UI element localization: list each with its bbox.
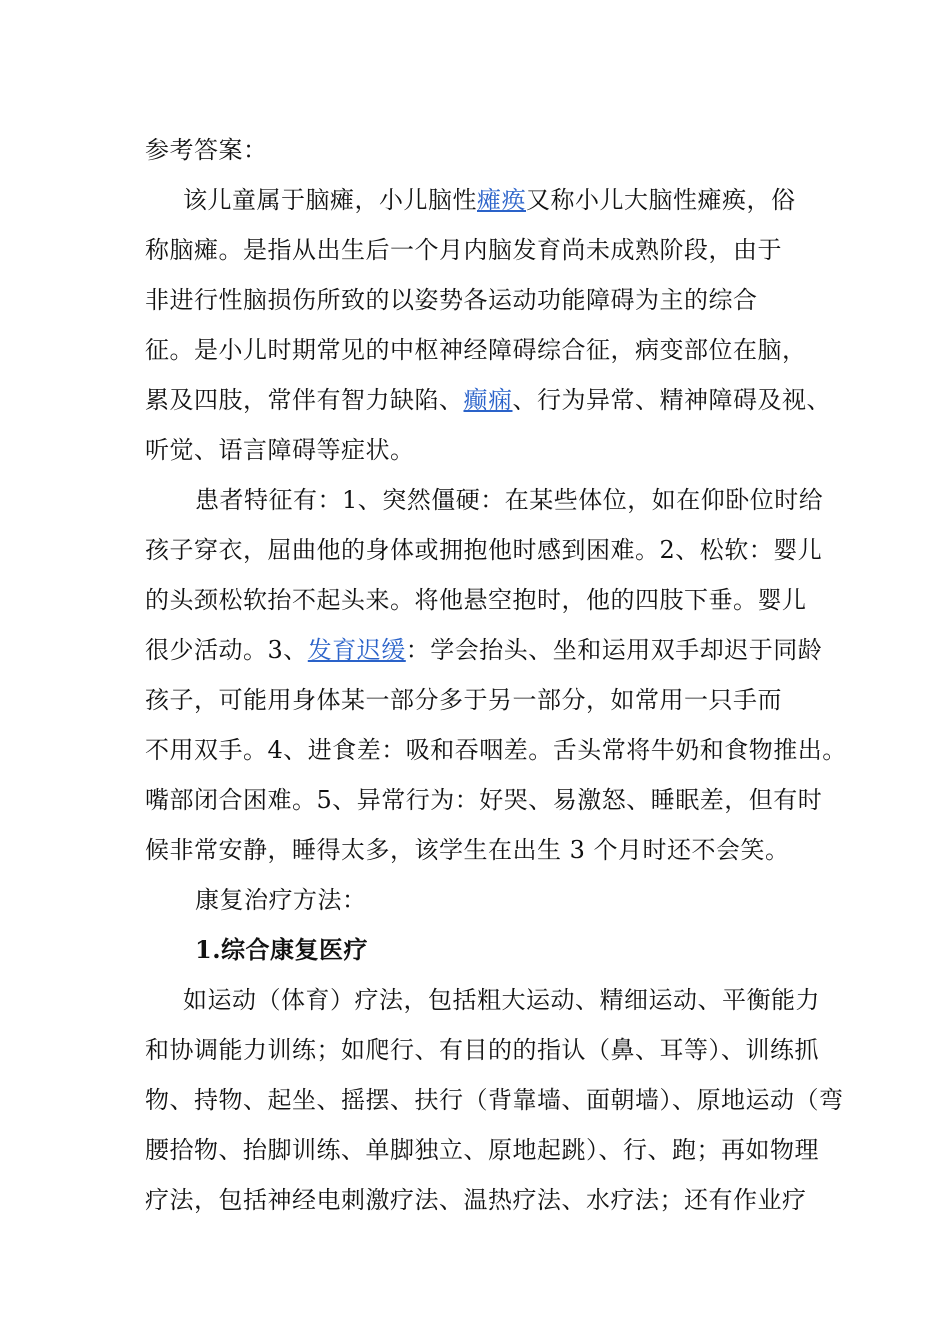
paragraph-3-line-3: 物、持物、起坐、摇摆、扶行（背靠墙、面朝墙）、原地运动（弯 [145,1086,844,1114]
paragraph-3-line-5: 疗法，包括神经电刺激疗法、温热疗法、水疗法；还有作业疗 [145,1186,807,1214]
paragraph-2-line-7: 嘴部闭合困难。5、异常行为：好哭、易激怒、睡眠差，但有时 [145,786,823,814]
paragraph-2-line-8: 候非常安静，睡得太多，该学生在出生 3 个月时还不会笑。 [145,836,790,864]
paragraph-2-line-2: 孩子穿衣，屈曲他的身体或拥抱他时感到困难。2、松软：婴儿 [145,536,823,564]
link-developmental-delay[interactable]: 发育迟缓 [307,636,406,664]
text-segment: 很少活动。3、 [145,636,308,664]
rehab-subheading: 康复治疗方法： [195,886,367,914]
paragraph-3-line-2: 和协调能力训练；如爬行、有目的的指认（鼻、耳等）、训练抓 [145,1036,819,1064]
answer-heading: 参考答案： [145,136,268,164]
text-segment: 、行为异常、精神障碍及视、 [512,386,831,414]
paragraph-1-line-4: 征。是小儿时期常见的中枢神经障碍综合征，病变部位在脑， [145,336,807,364]
paragraph-1-line-6: 听觉、语言障碍等症状。 [145,436,415,464]
paragraph-2-line-4 [145,635,822,665]
paragraph-1-line-2: 称脑瘫。是指从出生后一个月内脑发育尚未成熟阶段，由于 [145,236,782,264]
paragraph-3-line-1: 如运动（体育）疗法，包括粗大运动、精细运动、平衡能力 [183,986,820,1014]
paragraph-1-line-1 [183,185,796,215]
text-segment: 又称小儿大脑性瘫痪，俗 [526,186,796,214]
paragraph-2-line-3: 的头颈松软抬不起头来。将他悬空抱时，他的四肢下垂。婴儿 [145,586,807,614]
paragraph-2-line-1: 患者特征有：1、突然僵硬：在某些体位，如在仰卧位时给 [195,486,824,514]
section-title: 1.综合康复医疗 [195,935,369,964]
link-epilepsy[interactable]: 癫痫 [463,386,513,414]
paragraph-3-line-4: 腰拾物、抬脚训练、单脚独立、原地起跳）、行、跑；再如物理 [145,1136,819,1164]
paragraph-2-line-5: 孩子，可能用身体某一部分多于另一部分，如常用一只手而 [145,686,782,714]
text-segment: 累及四肢，常伴有智力缺陷、 [145,386,464,414]
paragraph-1-line-5 [145,385,831,415]
text-segment: ：学会抬头、坐和运用双手却迟于同龄 [405,636,823,664]
paragraph-2-line-6: 不用双手。4、进食差：吸和吞咽差。舌头常将牛奶和食物推出。 [145,736,847,764]
text-segment: 该儿童属于脑瘫，小儿脑性 [183,186,477,214]
link-paralysis[interactable]: 瘫痪 [477,186,526,214]
paragraph-1-line-3: 非进行性脑损伤所致的以姿势各运动功能障碍为主的综合 [145,286,758,314]
